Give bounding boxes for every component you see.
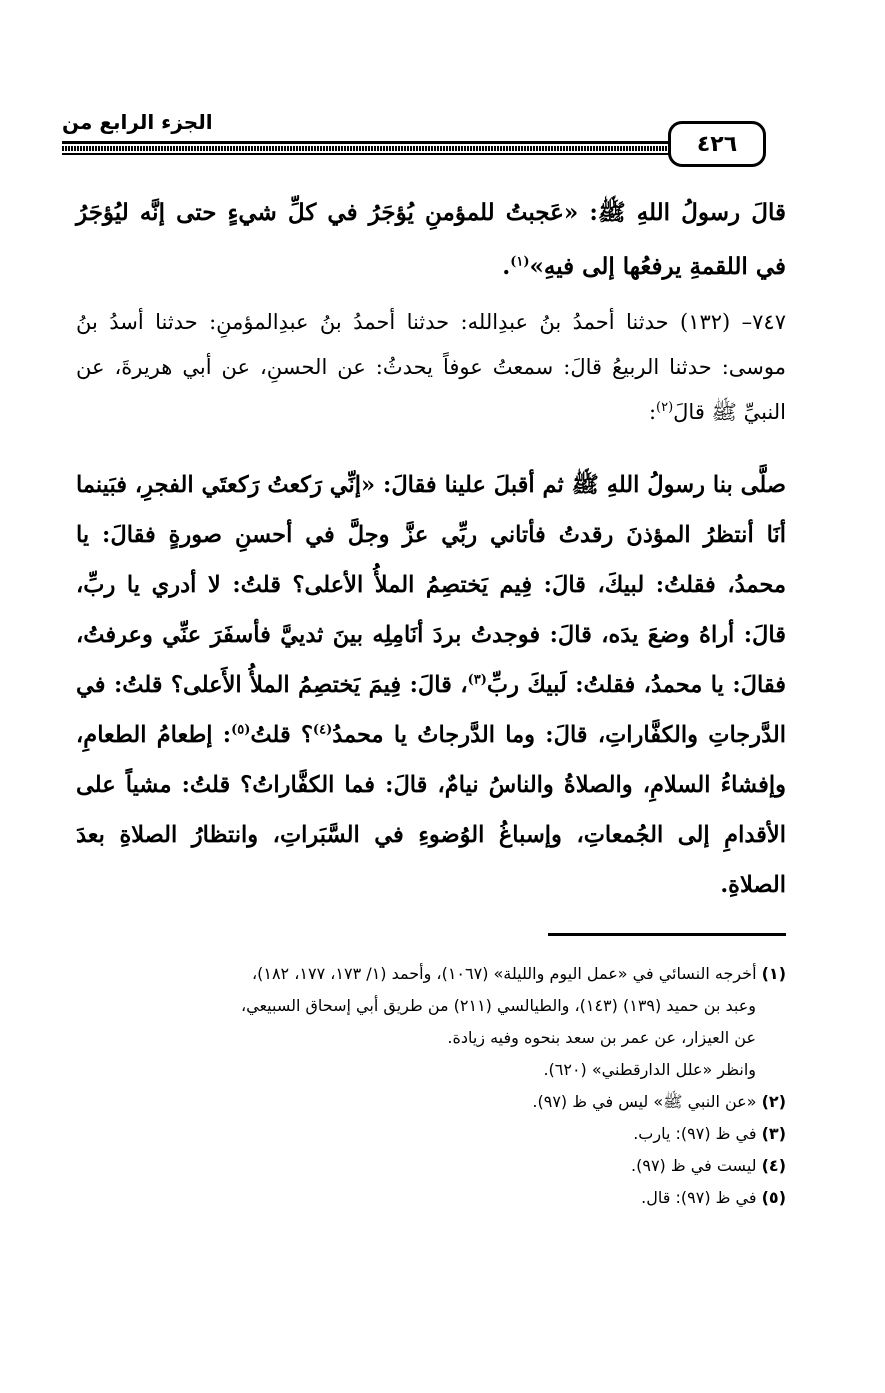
paragraph-text: ٧٤٧– (١٣٢) حدثنا أحمدُ بنُ عبدِالله: حدثنا أحمدُ بنُ عبدِالمؤمنِ: حدثنا أسدُ بنُ موسى: حدثنا الربيعُ قالَ: سمعتُ عوفاً يحدثُ: عن الحسنِ، عن أبي هريرةَ، عن النبيِّ ﷺ قالَ <box>76 310 786 424</box>
paragraph-text: صلَّى بنا رسولُ اللهِ ﷺ ثم أقبلَ علينا فقالَ: «إنِّي رَكعتُ رَكعتَي الفجرِ، فبَينما أنَا أنتظرُ المؤذنَ رقدتُ فأتاني ربِّي عزَّ وجلَّ في أحسنِ صورةٍ فقالَ: يا محمدُ، فقلتُ: لبيكَ، قالَ: فِيم يَختصِمُ الملأُ الأعلى؟ قلتُ: لا أدري يا ربِّ، قالَ: أراهُ وضعَ يدَه، قالَ: فوجدتُ بردَ أنَامِلِه بينَ ثدييَّ فأسفَرَ عنِّي وعرفتُ، فقالَ: يا محمدُ، فقلتُ: لَبيكَ ربِّ <box>76 472 787 698</box>
footnote-1 <box>76 958 786 990</box>
footnote-ref[interactable]: (٥) <box>231 722 251 738</box>
footnote-text: عن العيزار، عن عمر بن سعد بنحوه وفيه زيادة. <box>447 1028 756 1047</box>
footnote-1-continued <box>76 1054 786 1086</box>
footnote-ref[interactable]: (٣) <box>467 672 487 688</box>
footnote-number: (٤) <box>761 1156 786 1175</box>
footnote-4 <box>76 1150 786 1182</box>
footnote-text: وعبد بن حميد (١٣٩) (١٤٣)، والطيالسي (٢١١) من طريق أبي إسحاق السبيعي، <box>240 996 756 1015</box>
footnote-text: ليست في ظ (٩٧). <box>631 1156 757 1175</box>
footnote-2 <box>76 1086 786 1118</box>
footnote-1-continued <box>76 990 786 1022</box>
paragraph-hadith-opening <box>76 186 786 294</box>
header-rule-hatched <box>62 146 762 151</box>
footnote-5 <box>76 1182 786 1214</box>
footnote-text: في ظ (٩٧): قال. <box>641 1188 757 1207</box>
footnote-ref[interactable]: (١) <box>510 254 530 270</box>
running-header-title: الجزء الرابع من <box>62 110 213 134</box>
page-number: ٤٢٦ <box>668 121 766 167</box>
footnote-text: وانظر «علل الدارقطني» (٦٢٠). <box>543 1060 756 1079</box>
footnote-text: «عن النبي ﷺ» ليس في ظ (٩٧). <box>532 1092 757 1111</box>
footnote-number: (٣) <box>761 1124 786 1143</box>
footnote-text: أخرجه النسائي في «عمل اليوم والليلة» (١٠٦٧)، وأحمد (١/ ١٧٣، ١٧٧، ١٨٢)، <box>251 964 757 983</box>
paragraph-text: ؟ قلتُ <box>250 722 313 748</box>
footnote-ref[interactable]: (٤) <box>312 722 333 738</box>
footnote-ref[interactable]: (٢) <box>656 400 674 415</box>
paragraph-hadith-matn <box>76 460 786 910</box>
footnote-number: (١) <box>761 964 786 983</box>
footnote-number: (٢) <box>761 1092 786 1111</box>
footnote-number: (٥) <box>761 1188 786 1207</box>
footnote-1-continued <box>76 1022 786 1054</box>
footnotes <box>76 958 786 1214</box>
paragraph-end: : <box>648 400 657 424</box>
footnote-3 <box>76 1118 786 1150</box>
footnote-separator <box>548 933 786 936</box>
paragraph-text: : إطعامُ الطعامِ، وإفشاءُ السلامِ، والصلاةُ والناسُ نيامٌ، قالَ: فما الكفَّاراتُ؟ قلتُ: مشياً على الأقدامِ إلى الجُمعاتِ، وإسباغُ الوُضوءِ في السَّبَراتِ، وانتظارُ الصلاةِ بعدَ الصلاةِ. <box>76 722 786 898</box>
paragraph-end: . <box>502 253 511 280</box>
header-rule-bottom <box>62 153 762 155</box>
header-rule <box>62 141 762 144</box>
paragraph-text: ، قالَ: فِيمَ يَختصِمُ الملأُ الأَعلى؟ قلتُ: في الدَّرجاتِ والكفَّاراتِ، قالَ: وما الدَّرجاتُ يا محمدُ <box>76 672 787 748</box>
paragraph-text: قالَ رسولُ اللهِ ﷺ: «عَجبتُ للمؤمنِ يُؤجَرُ في كلِّ شيءٍ حتى إنَّه ليُؤجَرُ في اللقمةِ يرفعُها إلى فيهِ» <box>76 199 786 280</box>
paragraph-isnad <box>76 300 786 435</box>
footnote-text: في ظ (٩٧): يارب. <box>633 1124 757 1143</box>
